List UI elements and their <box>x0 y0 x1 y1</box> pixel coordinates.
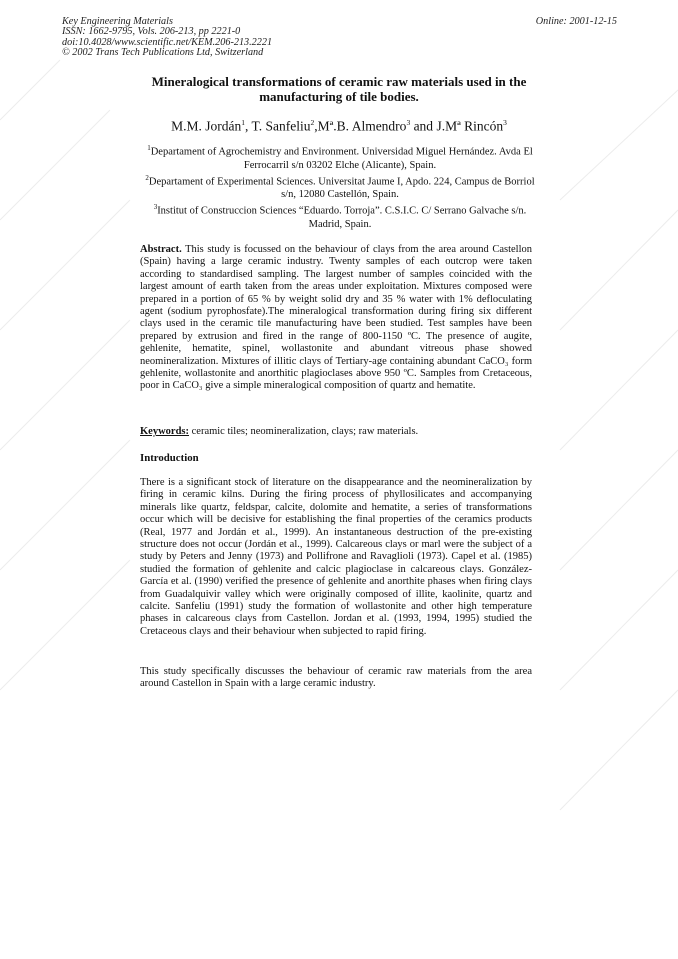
keywords-label: Keywords: <box>140 426 189 437</box>
author-sep: and <box>410 118 437 134</box>
author-name: T. Sanfeliu <box>251 118 311 134</box>
abstract-text: This study is focussed on the behaviour of clays from the area around Castellon (Spain) having a large ceramic industry. Twenty samples of each outcrop were taken according to standardised sampling. The largest number of samples coincided with the largest amount of earth taken from the areas under exploitation. Mixtures composed were prepared in a portion of 65 % by weight solid dry and 35 % water with 1% defloculating agent (sodium pyrophosfate).The mineralogical transformation during firing six different clays used in the ceramic tile manufacturing have been studied. Test samples have been prepared by extrusion and fired in the range of 800-1150 ºC. The presence of augite, gehlenite, hematite, spinel, wollastonite and abundant vitreous phase showed neomineralization. Mixtures of illitic clays of Tertiary-age containing abundant CaCO₃ form gehlenite, wollastonite and anorthitic plagioclases above 950 ºC. Samples from Cretaceous, poor in CaCO₃ give a simple mineralogical composition of quartz and hematite. <box>140 244 532 392</box>
affiliations <box>140 142 540 231</box>
author-sup: 3 <box>406 118 411 127</box>
author-list <box>100 115 578 135</box>
issn-line: ISSN: 1662-9795, Vols. 206-213, pp 2221-0 <box>62 26 241 38</box>
journal-name: Key Engineering Materials <box>62 16 173 27</box>
affiliation-text: Departament of Agrochemistry and Environment. Universidad Miguel Hernández. Avda El Ferrocarril s/n 03202 Elche (Alicante), Spain. <box>150 146 533 171</box>
affiliation-sup: 2 <box>145 173 149 182</box>
author-name: J.Mª Rincón <box>436 118 504 134</box>
abstract-label: Abstract. <box>140 244 182 255</box>
keywords-text: ceramic tiles; neomineralization, clays; raw materials. <box>189 426 419 437</box>
author-sup: 2 <box>310 118 315 127</box>
author-sup: 1 <box>241 118 245 127</box>
affiliation-item <box>140 142 540 172</box>
introduction-paragraph-1: There is a significant stock of literature on the disappearance and the neomineralization by firing in ceramic kilns. During the firing process of phyllosilicates and accompanying minerals like quartz, feldspar, calcite, dolomite and hematite, a series of transformations occur which will be decisive for establishing the final properties of the ceramics products (Real, 1977 and Jordán et al., 1999). An instantaneous destruction of the pre-existing structure does not occur (Jordán et al., 1999). Calcareous clays or marl were the subject of a study by Peters and Jenny (1973) and Pollifrone and Ravaglioli (1973). Capel et al. (1985) studied the formation of gehlenite and calcic plagioclase in calcareous clays. González-García et al. (1990) verified the presence of gehlenite and anorthite phases when firing clays from Guadalquivir valley which were originally composed of illite, kaolinite, quartz and calcite. Sanfeliu (1991) study the formation of wollastonite and other high temperature phases in calcareous clays from Castellon. Jordan et al. (1993, 1994, 1995) studied the Cretaceous clays and their behaviour when subjected to rapid firing. <box>140 477 532 637</box>
author-sup: 3 <box>503 118 507 127</box>
affiliation-item <box>140 201 540 231</box>
introduction-paragraph-2: This study specifically discusses the behaviour of ceramic raw materials from the area around Castellon in Spain with a large ceramic industry. <box>140 666 532 690</box>
introduction-heading: Introduction <box>140 452 199 464</box>
affiliation-text: Departament of Experimental Sciences. Universitat Jaume I, Apdo. 224, Campus de Borriol s/n, 12080 Castellón, Spain. <box>148 176 535 200</box>
author-sep: , <box>314 118 318 134</box>
affiliation-sup: 3 <box>153 203 158 211</box>
doi-line: doi:10.4028/www.scientific.net/KEM.206-213.2221 <box>62 36 273 48</box>
online-date: Online: 2001-12-15 <box>535 16 617 27</box>
affiliation-text: Institut of Construccion Sciences “Eduardo. Torroja”. C.S.I.C. C/ Serrano Galvache s/n. Madrid, Spain. <box>157 205 527 230</box>
author-name: Mª.B. Almendro <box>317 118 407 134</box>
abstract <box>140 244 532 393</box>
copyright-line: © 2002 Trans Tech Publications Ltd, Switzerland <box>62 47 264 59</box>
affiliation-sup: 1 <box>147 144 151 152</box>
keywords <box>140 426 532 438</box>
author-name: M.M. Jordán <box>171 118 242 134</box>
affiliation-item <box>140 172 540 202</box>
paper-title: Mineralogical transformations of ceramic raw materials used in the manufacturing of tile bodies. <box>151 74 527 104</box>
author-sep: , <box>244 118 252 134</box>
journal-header <box>62 17 617 59</box>
